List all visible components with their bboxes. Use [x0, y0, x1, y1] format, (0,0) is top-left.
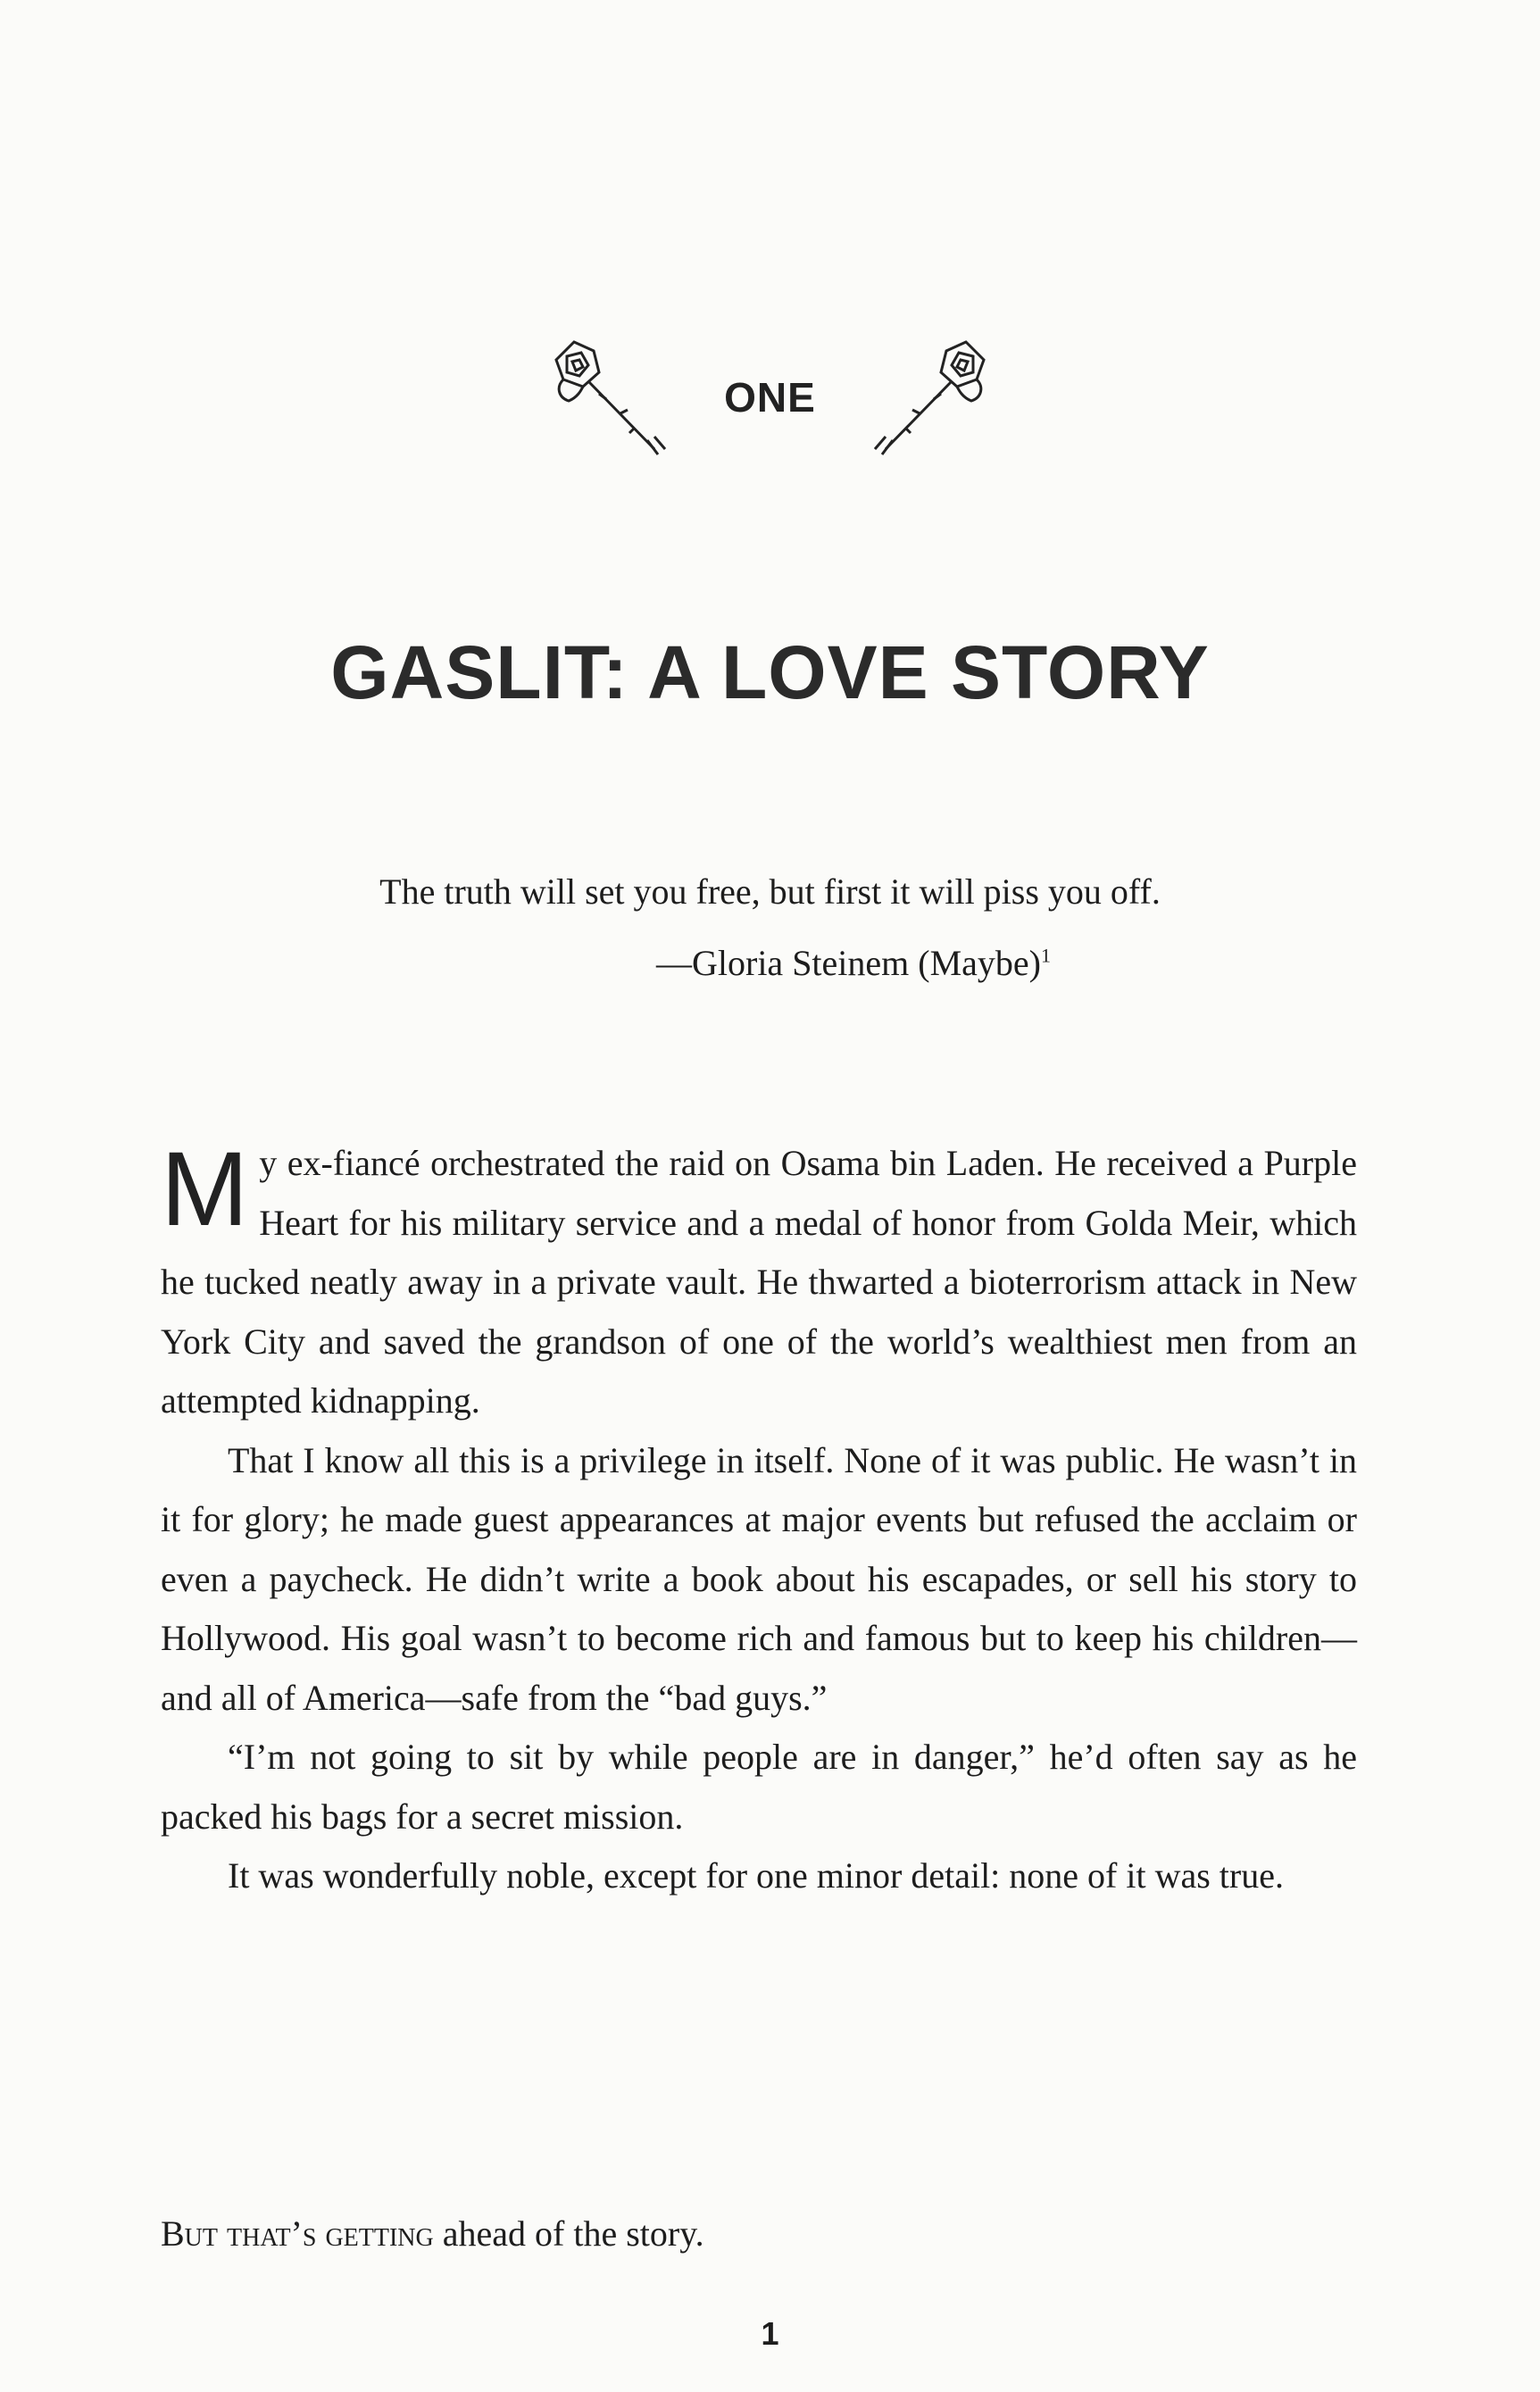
- paragraph-1: [161, 1130, 1357, 1431]
- rose-icon: [547, 335, 681, 460]
- epigraph-attribution: [656, 942, 1281, 984]
- section-break-line: [161, 2213, 1357, 2254]
- paragraph-4: It was wonderfully noble, except for one minor detail: none of it was true.: [228, 1855, 1284, 1896]
- paragraph-3: “I’m not going to sit by while people are in danger,” he’d often say as he packed his bags for a secret mission.: [161, 1737, 1357, 1837]
- footnote-marker: 1: [1041, 944, 1051, 967]
- paragraph-2: That I know all this is a privilege in itself. None of it was public. He wasn’t in it for glory; he made guest appearances at major events but refused the acclaim or even a paycheck. He didn’t write a book about his escapades, or sell his story to Hollywood. His goal wasn’t to become rich and famous but to keep his children—and all of America—safe from the “bad guys.”: [161, 1439, 1357, 1718]
- small-caps-lead-in: But that’s getting: [161, 2213, 434, 2254]
- epigraph-quote: The truth will set you free, but first it will piss you off.: [379, 871, 1161, 912]
- section-break-text: ahead of the story.: [433, 2213, 704, 2254]
- rose-icon: [859, 335, 993, 460]
- epigraph-author: —Gloria Steinem (Maybe): [656, 943, 1041, 983]
- drop-cap: M: [161, 1130, 249, 1248]
- page-number: 1: [761, 2315, 779, 2352]
- chapter-number: ONE: [724, 374, 816, 421]
- chapter-title: GASLIT: A LOVE STORY: [330, 630, 1210, 714]
- paragraph-1-text: y ex-fiancé orchestrated the raid on Osama bin Laden. He received a Purple Heart for his military service and a medal of honor from Golda Meir, which he tucked neatly away in a private vault. He thwarted a bioterrorism attack in New York City and saved the grandson of one of the world’s wealthiest men from an attempted kidnapping.: [161, 1143, 1357, 1421]
- chapter-heading: [0, 335, 1540, 460]
- chapter-body: [161, 1130, 1357, 1906]
